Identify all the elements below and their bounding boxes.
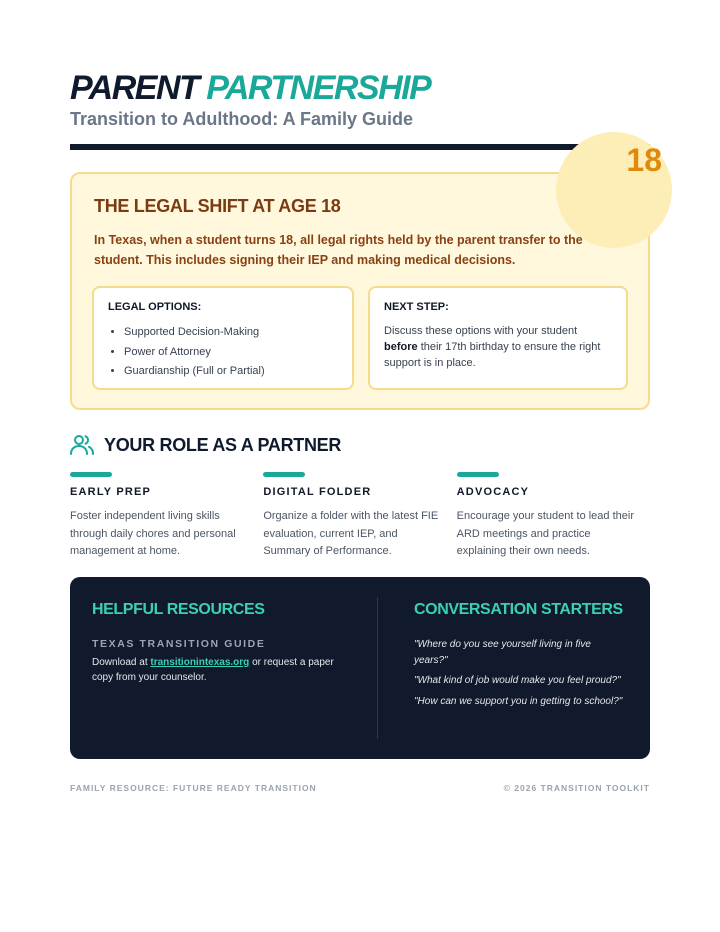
resources-title: HELPFUL RESOURCES [92,601,265,618]
resources-text-start: Download at [92,657,148,668]
legal-option-item: • Supported Decision-Making [124,323,338,343]
role-columns [70,472,650,561]
role-column-text: Foster independent living skills through daily chores and personal management at home. [70,510,236,557]
resources-text-end: or request a paper copy from your counselor. [92,657,334,683]
role-column-title: DIGITAL FOLDER [263,486,372,498]
role-column-early-prep [70,472,263,561]
resources-text [92,655,354,685]
page-subtitle: Transition to Adulthood: A Family Guide [70,109,413,129]
header-divider [70,144,650,150]
resources-panel [70,577,650,759]
next-step-text-start: Discuss these options with your student [384,325,578,337]
next-step-emphasis: before [384,341,418,353]
column-accent-bar [70,472,112,477]
role-column-title: ADVOCACY [456,486,530,498]
footer-left: FAMILY RESOURCE: FUTURE READY TRANSITION [70,783,317,793]
legal-shift-text: In Texas, when a student turns 18, all legal rights held by the parent transfer to the student. This includes signing their IEP and making medical decisions. [94,233,583,267]
conversation-starter: "How can we support you in getting to school?" [414,695,623,707]
legal-shift-title: THE LEGAL SHIFT AT AGE 18 [94,196,341,216]
page [70,68,662,561]
users-icon [70,434,94,456]
next-step-text [384,323,612,371]
role-section-header [70,432,650,458]
column-accent-bar [457,472,499,477]
conversation-starter: "Where do you see yourself living in five years?" [414,639,591,666]
role-column-advocacy [457,472,650,561]
legal-options-title: LEGAL OPTIONS: [108,301,202,313]
legal-option-item: • Power of Attorney [124,343,338,363]
conversation-list [414,637,624,714]
legal-option-item: • Guardianship (Full or Partial) [124,362,338,382]
conversation-title: CONVERSATION STARTERS [414,601,623,618]
role-column-title: EARLY PREP [70,486,152,498]
resources-guide-title: TEXAS TRANSITION GUIDE [92,638,266,650]
column-accent-bar [263,472,305,477]
role-column-text: Organize a folder with the latest FIE evaluation, current IEP, and Summary of Performance. [263,510,439,557]
legal-options-card [92,286,354,390]
next-step-card [368,286,628,390]
legal-shift-panel [70,142,662,410]
next-step-title: NEXT STEP: [384,301,449,313]
next-step-text-end: their 17th birthday to ensure the right support is in place. [384,341,601,369]
legal-options-list [108,323,338,382]
role-column-text: Encourage your student to lead their ARD meetings and practice explaining their own needs. [456,510,634,557]
age-badge-number: 18 [626,142,662,178]
page-title [70,68,650,108]
resources-divider [377,597,378,739]
role-section-title: YOUR ROLE AS A PARTNER [104,434,342,455]
title-part-partnership: PARTNERSHIP [206,69,431,107]
role-column-digital-folder [263,472,456,561]
transition-guide-link[interactable]: transitionintexas.org [150,657,250,668]
footer-right: © 2026 TRANSITION TOOLKIT [503,783,650,793]
title-part-parent: PARENT [70,69,199,107]
conversation-starter: "What kind of job would make you feel proud?" [414,675,621,686]
